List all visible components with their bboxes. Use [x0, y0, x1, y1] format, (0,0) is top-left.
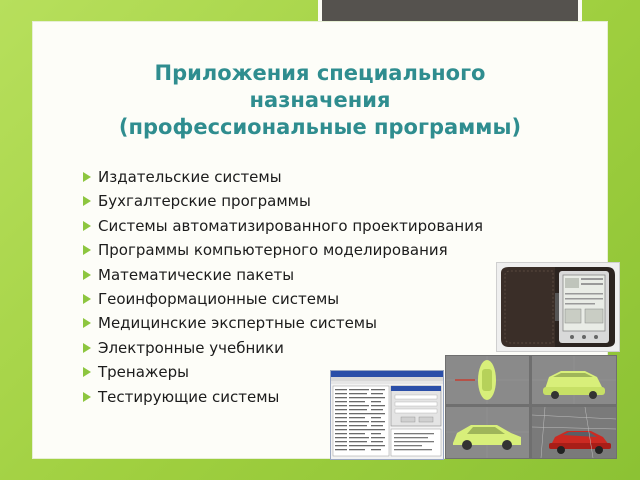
car-viewports-illustration	[445, 355, 617, 459]
title-line-3: (профессиональные программы)	[118, 115, 522, 139]
list-item	[76, 265, 483, 289]
list-item-label: Бухгалтерские программы	[98, 192, 311, 211]
list-item-label: Математические пакеты	[98, 265, 295, 284]
triangle-bullet-icon	[83, 196, 91, 206]
list-item-label: Программы компьютерного моделирования	[98, 241, 448, 260]
title-line-1: Приложения специального	[154, 61, 486, 85]
list-item	[76, 338, 483, 362]
software-window-illustration	[331, 371, 443, 459]
list-item-label: Геоинформационные системы	[98, 289, 340, 308]
list-item-label: Медицинские экспертные системы	[98, 314, 377, 333]
triangle-bullet-icon	[83, 172, 91, 182]
triangle-bullet-icon	[83, 294, 91, 304]
title-line-2: назначения	[249, 88, 391, 112]
list-item-label: Системы автоматизированного проектирования	[98, 216, 483, 235]
list-item	[76, 240, 483, 264]
list-item	[76, 216, 483, 240]
triangle-bullet-icon	[83, 367, 91, 377]
slide-title	[70, 60, 570, 141]
triangle-bullet-icon	[83, 343, 91, 353]
car-3d-model-image	[445, 355, 617, 459]
triangle-bullet-icon	[83, 245, 91, 255]
triangle-bullet-icon	[83, 318, 91, 328]
list-item-label: Электронные учебники	[98, 338, 284, 357]
triangle-bullet-icon	[83, 221, 91, 231]
list-item-label: Тестирующие системы	[98, 387, 280, 406]
triangle-bullet-icon	[83, 270, 91, 280]
list-item-label: Издательские системы	[98, 168, 282, 186]
triangle-bullet-icon	[83, 392, 91, 402]
list-item	[76, 167, 483, 191]
software-screenshot-image	[330, 370, 444, 460]
list-item-label: Тренажеры	[98, 363, 190, 382]
list-item	[76, 313, 483, 337]
list-item	[76, 289, 483, 313]
tablet-image	[496, 262, 620, 352]
list-item	[76, 191, 483, 215]
tablet-illustration	[497, 263, 619, 351]
